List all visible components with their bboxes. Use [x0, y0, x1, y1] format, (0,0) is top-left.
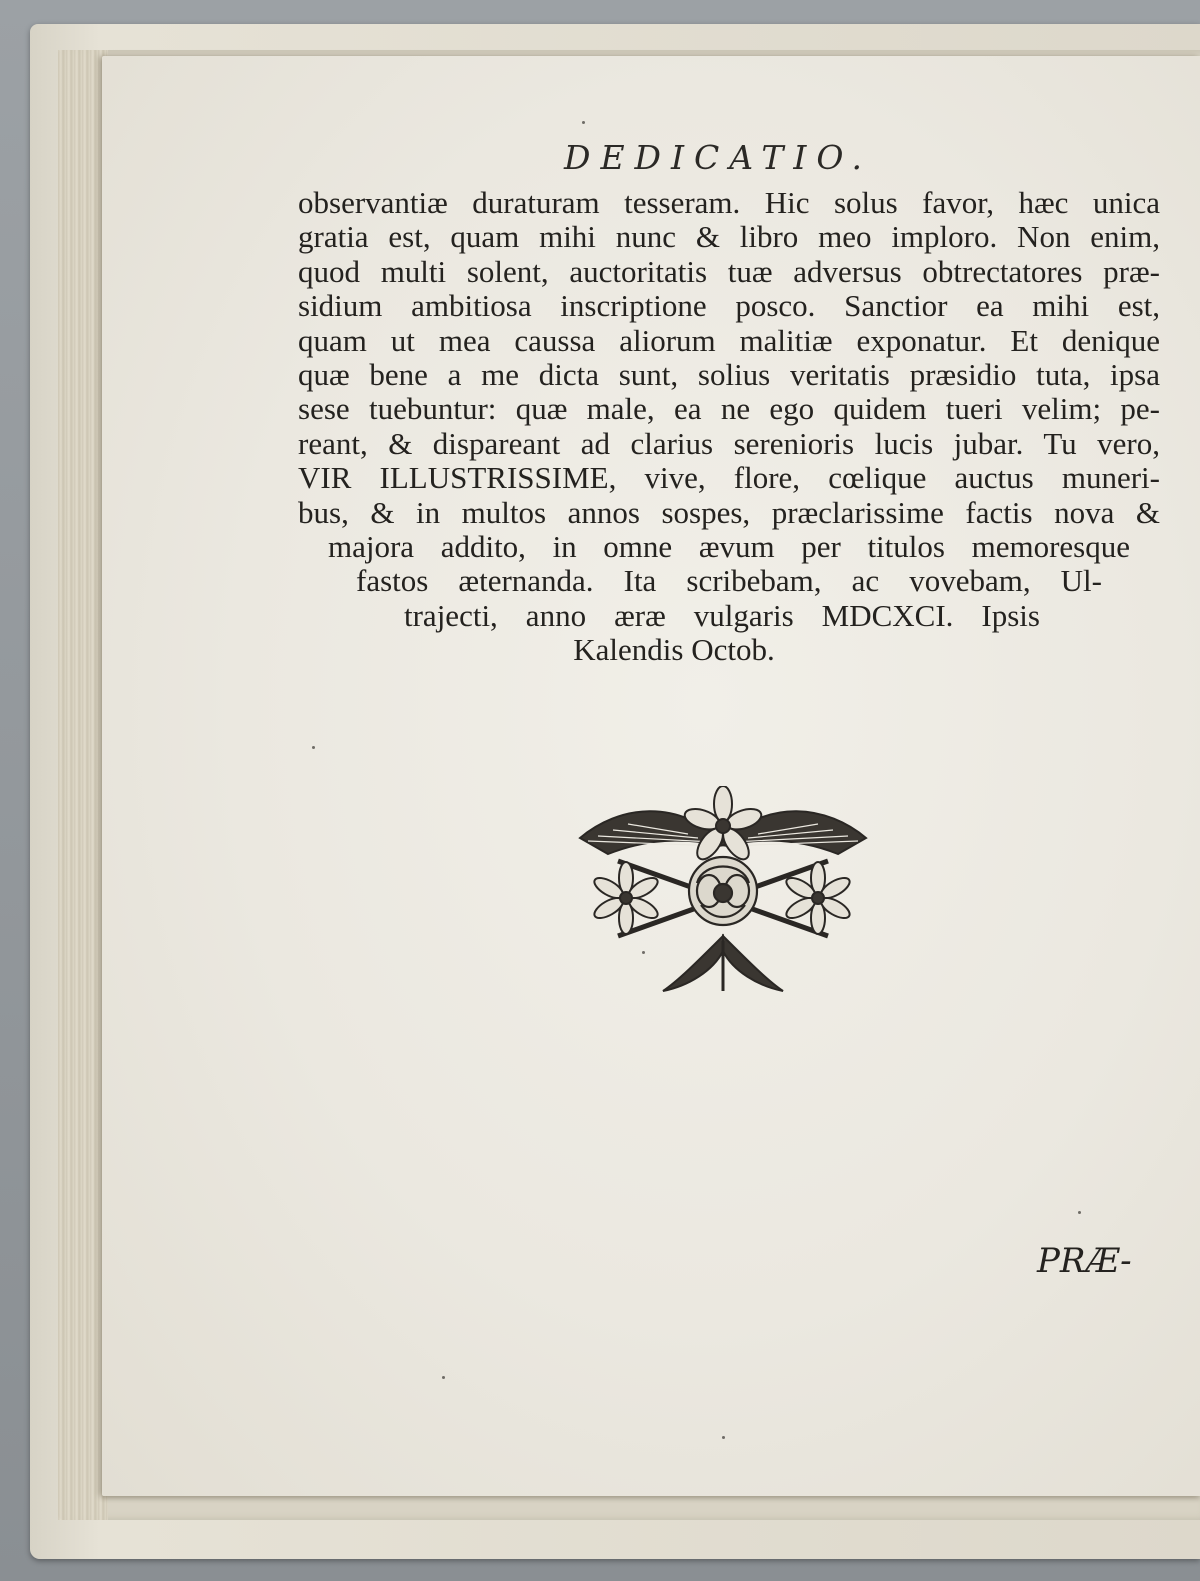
text-line: trajecti, anno æræ vulgaris MDCXCI. Ipsis	[404, 597, 1040, 633]
book-page	[102, 56, 1200, 1496]
floral-tailpiece-ornament-icon	[578, 786, 868, 996]
text-line: sese tuebuntur: quæ male, ea ne ego quidem tueri velim; pe-	[298, 391, 1160, 427]
running-head: DEDICATIO.	[564, 138, 872, 177]
text-line: bus, & in multos annos sospes, præclarissime factis nova &	[298, 494, 1160, 530]
catchword: PRÆ-	[1037, 1241, 1132, 1281]
paper-speck	[442, 1376, 445, 1379]
text-line: reant, & dispareant ad clarius serenioris lucis jubar. Tu vero,	[298, 425, 1160, 461]
paper-speck	[722, 1436, 725, 1439]
paper-speck	[1078, 1211, 1081, 1214]
text-line: quam ut mea caussa aliorum malitiæ exponatur. Et denique	[298, 322, 1160, 358]
text-line: gratia est, quam mihi nunc & libro meo imploro. Non enim,	[298, 219, 1160, 255]
text-line: observantiæ duraturam tesseram. Hic solus favor, hæc unica	[298, 185, 1160, 220]
text-line: quæ bene a me dicta sunt, solius veritatis præsidio tuta, ipsa	[298, 356, 1160, 392]
text-line: fastos æternanda. Ita scribebam, ac vovebam, Ul-	[356, 563, 1102, 599]
text-line: majora addito, in omne ævum per titulos memoresque	[328, 528, 1130, 564]
paper-speck	[642, 951, 645, 954]
dedication-text	[298, 186, 1160, 667]
text-line: VIR ILLUSTRISSIME, vive, flore, cœlique auctus muneri-	[298, 460, 1160, 496]
paper-speck	[312, 746, 315, 749]
text-line: Kalendis Octob.	[573, 632, 775, 668]
page-edges	[58, 50, 108, 1520]
text-line: quod multi solent, auctoritatis tuæ adversus obtrectatores præ-	[298, 253, 1160, 289]
paper-speck	[582, 121, 585, 124]
text-line: sidium ambitiosa inscriptione posco. Sanctior ea mihi est,	[298, 288, 1160, 324]
